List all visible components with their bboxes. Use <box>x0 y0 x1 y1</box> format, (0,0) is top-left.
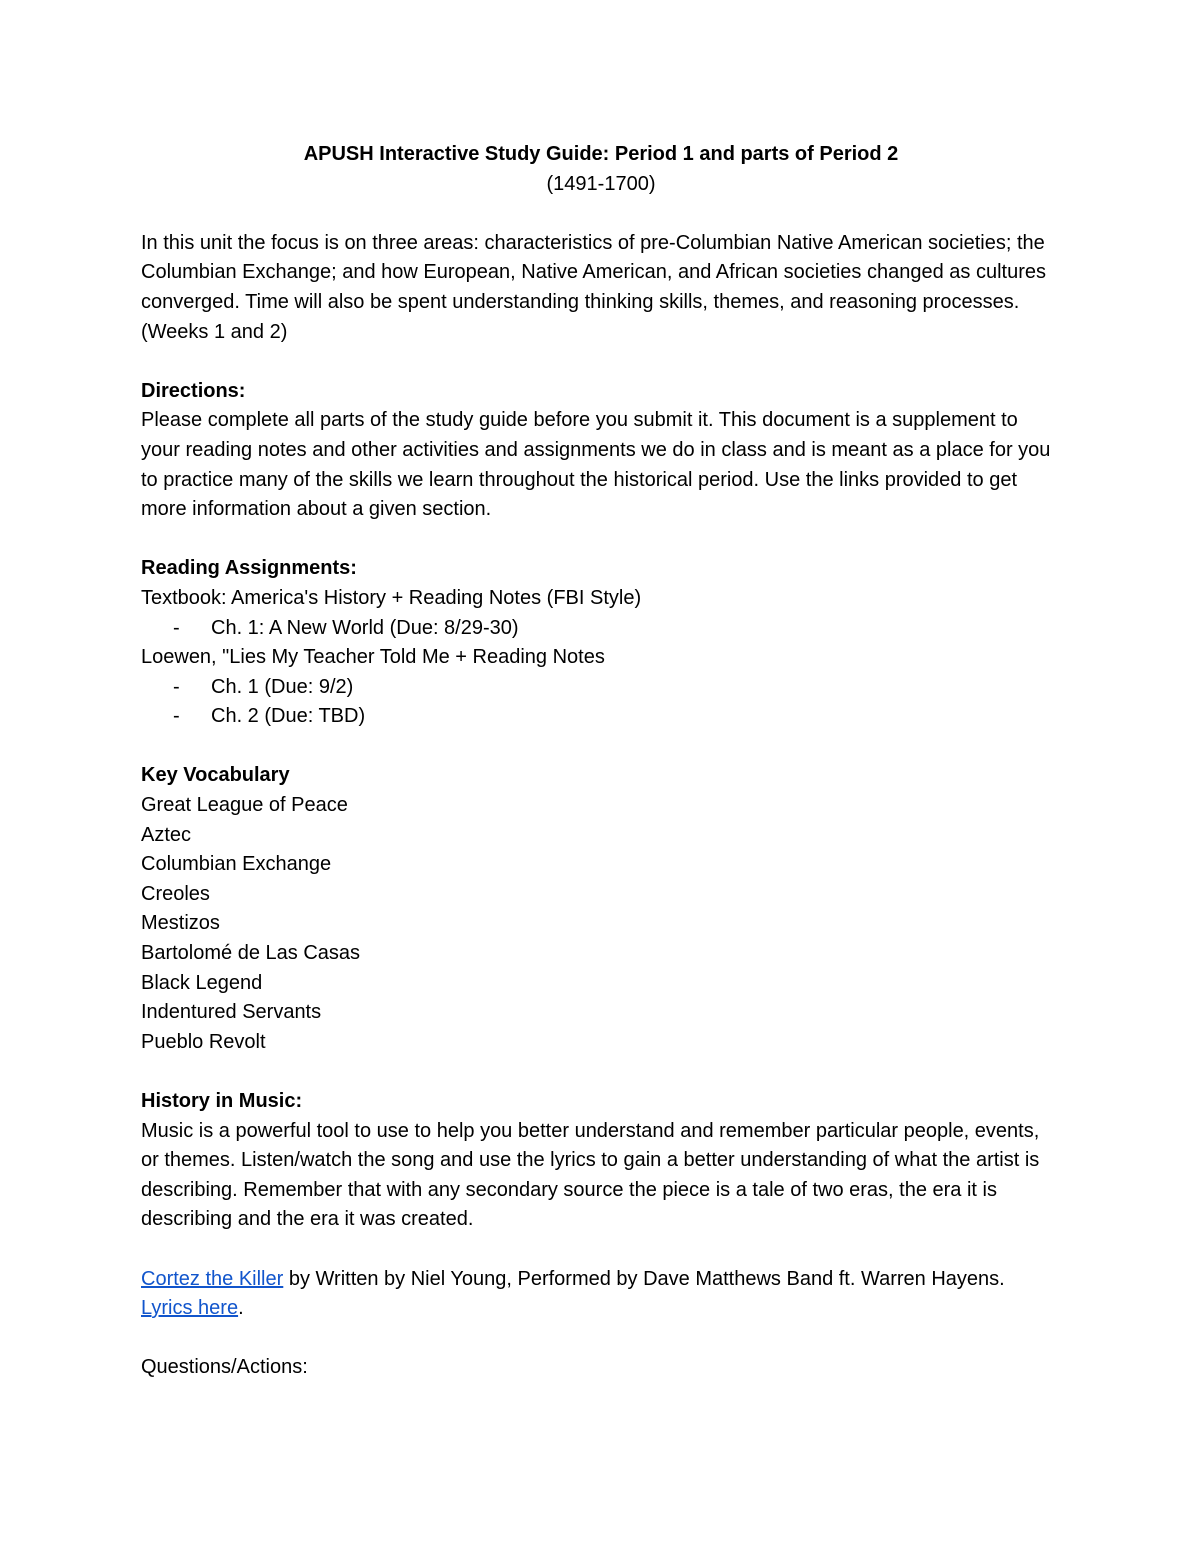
spacer <box>141 1324 1061 1354</box>
list-item-text: Ch. 1 (Due: 9/2) <box>211 675 354 698</box>
music-description: Music is a powerful tool to use to help you better understand and remember particular people, events, or themes. Listen/watch the song and use the lyrics to gain a better understanding of what the artist is describing. Remember that with any secondary source the piece is a tale of two eras, the era it is describing and the era it was created. <box>141 1119 1040 1231</box>
spacer <box>141 347 1061 377</box>
vocabulary-item: Bartolomé de Las Casas <box>141 942 361 965</box>
document-body <box>141 140 1061 1383</box>
song-line-end: . <box>238 1297 244 1320</box>
song-link[interactable]: Cortez the Killer <box>141 1267 284 1290</box>
vocabulary-item: Indentured Servants <box>141 1001 322 1024</box>
intro-paragraph: In this unit the focus is on three areas: characteristics of pre-Columbian Native American societies; the Columbian Exchange; and how European, Native American, and African societies changed as cultures converged. Time will also be spent understanding thinking skills, themes, and reasoning processes. (Weeks 1 and 2) <box>141 231 1046 343</box>
spacer <box>141 1235 1061 1265</box>
list-item <box>141 614 1061 644</box>
list-item <box>141 673 1061 703</box>
vocabulary-item: Mestizos <box>141 912 220 935</box>
spacer <box>141 199 1061 229</box>
document-title: APUSH Interactive Study Guide: Period 1 and parts of Period 2 <box>303 143 899 165</box>
vocabulary-item: Columbian Exchange <box>141 853 332 876</box>
list-item-text: Ch. 2 (Due: TBD) <box>211 705 366 728</box>
dash-bullet: - <box>173 616 180 639</box>
vocabulary-item: Great League of Peace <box>141 794 348 817</box>
document-date-range: (1491-1700) <box>546 172 656 195</box>
spacer <box>141 732 1061 762</box>
spacer <box>141 525 1061 555</box>
directions-text: Please complete all parts of the study guide before you submit it. This document is a supplement to your reading notes and other activities and assignments we do in class and is meant as a place for you to practice many of the skills we learn throughout the historical period. Use the links provided to get more information about a given section. <box>141 409 1051 521</box>
questions-label: Questions/Actions: <box>141 1356 308 1379</box>
song-credit: by Written by Niel Young, Performed by Dave Matthews Band ft. Warren Hayens. <box>283 1267 1005 1290</box>
key-vocabulary-heading: Key Vocabulary <box>141 764 290 787</box>
vocabulary-item: Creoles <box>141 882 210 905</box>
list-item <box>141 702 1061 732</box>
spacer <box>141 1057 1061 1087</box>
dash-bullet: - <box>173 705 180 728</box>
vocabulary-item: Pueblo Revolt <box>141 1030 266 1053</box>
vocabulary-item: Black Legend <box>141 971 263 994</box>
dash-bullet: - <box>173 675 180 698</box>
loewen-line: Loewen, "Lies My Teacher Told Me + Reading Notes <box>141 646 605 669</box>
directions-heading: Directions: <box>141 379 246 402</box>
textbook-line: Textbook: America's History + Reading Notes (FBI Style) <box>141 586 642 609</box>
history-in-music-heading: History in Music: <box>141 1090 303 1112</box>
lyrics-link[interactable]: Lyrics here <box>141 1297 239 1320</box>
vocabulary-list <box>141 791 1061 1057</box>
reading-assignments-heading: Reading Assignments: <box>141 557 357 580</box>
vocabulary-item: Aztec <box>141 823 192 846</box>
list-item-text: Ch. 1: A New World (Due: 8/29-30) <box>211 616 519 639</box>
song-line <box>141 1265 1061 1324</box>
